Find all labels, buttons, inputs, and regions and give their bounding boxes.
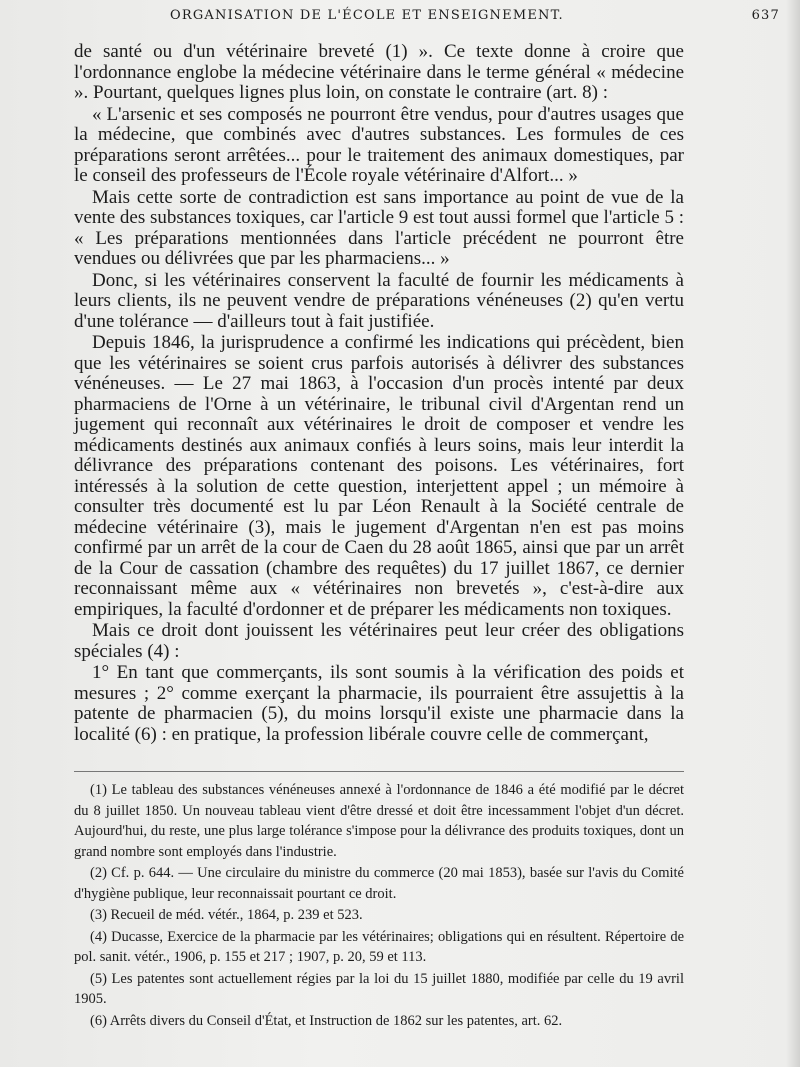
paragraph: Mais cette sorte de contradiction est sans importance au point de vue de la vente des substances toxiques, car l'article 9 est tout aussi formel que l'article 5 : « Les préparations mentionnées dans l'article précédent ne pourront être vendues ou délivrées que par les pharmaciens... » xyxy=(74,186,684,269)
paragraph: Mais ce droit dont jouissent les vétérinaires peut leur créer des obligations spéciales (4) : xyxy=(74,620,684,662)
footnote: (1) Le tableau des substances vénéneuses annexé à l'ordonnance de 1846 a été modifié par le décret du 8 juillet 1850. Un nouveau tableau vient d'être dressé et doit être incessamment l'objet d'un décret. Aujourd'hui, du reste, une plus large tolérance s'impose pour la délivrance des produits toxiques, dont un grand nombre sont employés dans l'industrie. xyxy=(74,782,684,860)
paragraph: Donc, si les vétérinaires conservent la faculté de fournir les médicaments à leurs clients, ils ne peuvent vendre de préparations vénéneuses (2) qu'en vertu d'une tolérance — d'ailleurs tout à fait justifiée. xyxy=(74,269,684,332)
footnote: (2) Cf. p. 644. — Une circulaire du ministre du commerce (20 mai 1853), basée sur l'avis du Comité d'hygiène publique, leur reconnaissait pourtant ce droit. xyxy=(74,865,684,902)
footnote: (5) Les patentes sont actuellement régies par la loi du 15 juillet 1880, modifiée par celle du 19 avril 1905. xyxy=(74,970,684,1007)
footnotes xyxy=(74,771,684,1031)
main-text xyxy=(74,42,684,745)
page-number: 637 xyxy=(751,8,780,23)
page-content xyxy=(74,42,684,1032)
paragraph: « L'arsenic et ses composés ne pourront être vendus, pour d'autres usages que la médecine, que combinés avec d'autres substances. Les formules de ces préparations seront arrêtées... pour le traitement des animaux domestiques, par le conseil des professeurs de l'École royale vétérinaire d'Alfort... » xyxy=(74,103,684,186)
running-title: ORGANISATION DE L'ÉCOLE ET ENSEIGNEMENT. xyxy=(170,8,564,23)
page-edge-shadow xyxy=(786,0,800,1067)
running-header xyxy=(170,8,780,23)
footnote: (4) Ducasse, Exercice de la pharmacie par les vétérinaires; obligations qui en résultent. Répertoire de pol. sanit. vétér., 1906, p. 155 et 217 ; 1907, p. 20, 59 et 113. xyxy=(74,928,684,965)
paragraph: Depuis 1846, la jurisprudence a confirmé les indications qui précèdent, bien que les vétérinaires se soient crus parfois autorisés à délivrer des substances vénéneuses. — Le 27 mai 1863, à l'occasion d'un procès intenté par deux pharmaciens de l'Orne à un vétérinaire, le tribunal civil d'Argentan rend un jugement qui reconnaît aux vétérinaires le droit de composer et vendre les médicaments destinés aux animaux confiés à leurs soins, mais leur interdit la délivrance des préparations contenant des poisons. Les vétérinaires, fort intéressés à la solution de cette question, interjettent appel ; un mémoire à consulter très documenté est lu par Léon Renault à la Société centrale de médecine vétérinaire (3), mais le jugement d'Argentan n'en est pas moins confirmé par un arrêt de la cour de Caen du 28 août 1865, ainsi que par un arrêt de la Cour de cassation (chambre des requêtes) du 17 juillet 1867, ce dernier reconnaissant même aux « vétérinaires non brevetés », c'est-à-dire aux empiriques, la faculté d'ordonner et de préparer les médicaments non toxiques. xyxy=(74,332,684,620)
paragraph: 1° En tant que commerçants, ils sont soumis à la vérification des poids et mesures ; 2° comme exerçant la pharmacie, ils pourraient être assujettis à la patente de pharmacien (5), du moins lorsqu'il existe une pharmacie dans la localité (6) : en pratique, la profession libérale couvre celle de commerçant, xyxy=(74,662,684,745)
footnote: (3) Recueil de méd. vétér., 1864, p. 239 et 523. xyxy=(90,907,363,923)
paragraph: de santé ou d'un vétérinaire breveté (1) ». Ce texte donne à croire que l'ordonnance englobe la médecine vétérinaire dans le terme général « médecine ». Pourtant, quelques lignes plus loin, on constate le contraire (art. 8) : xyxy=(74,41,684,103)
footnote: (6) Arrêts divers du Conseil d'État, et Instruction de 1862 sur les patentes, art. 62. xyxy=(90,1012,563,1029)
